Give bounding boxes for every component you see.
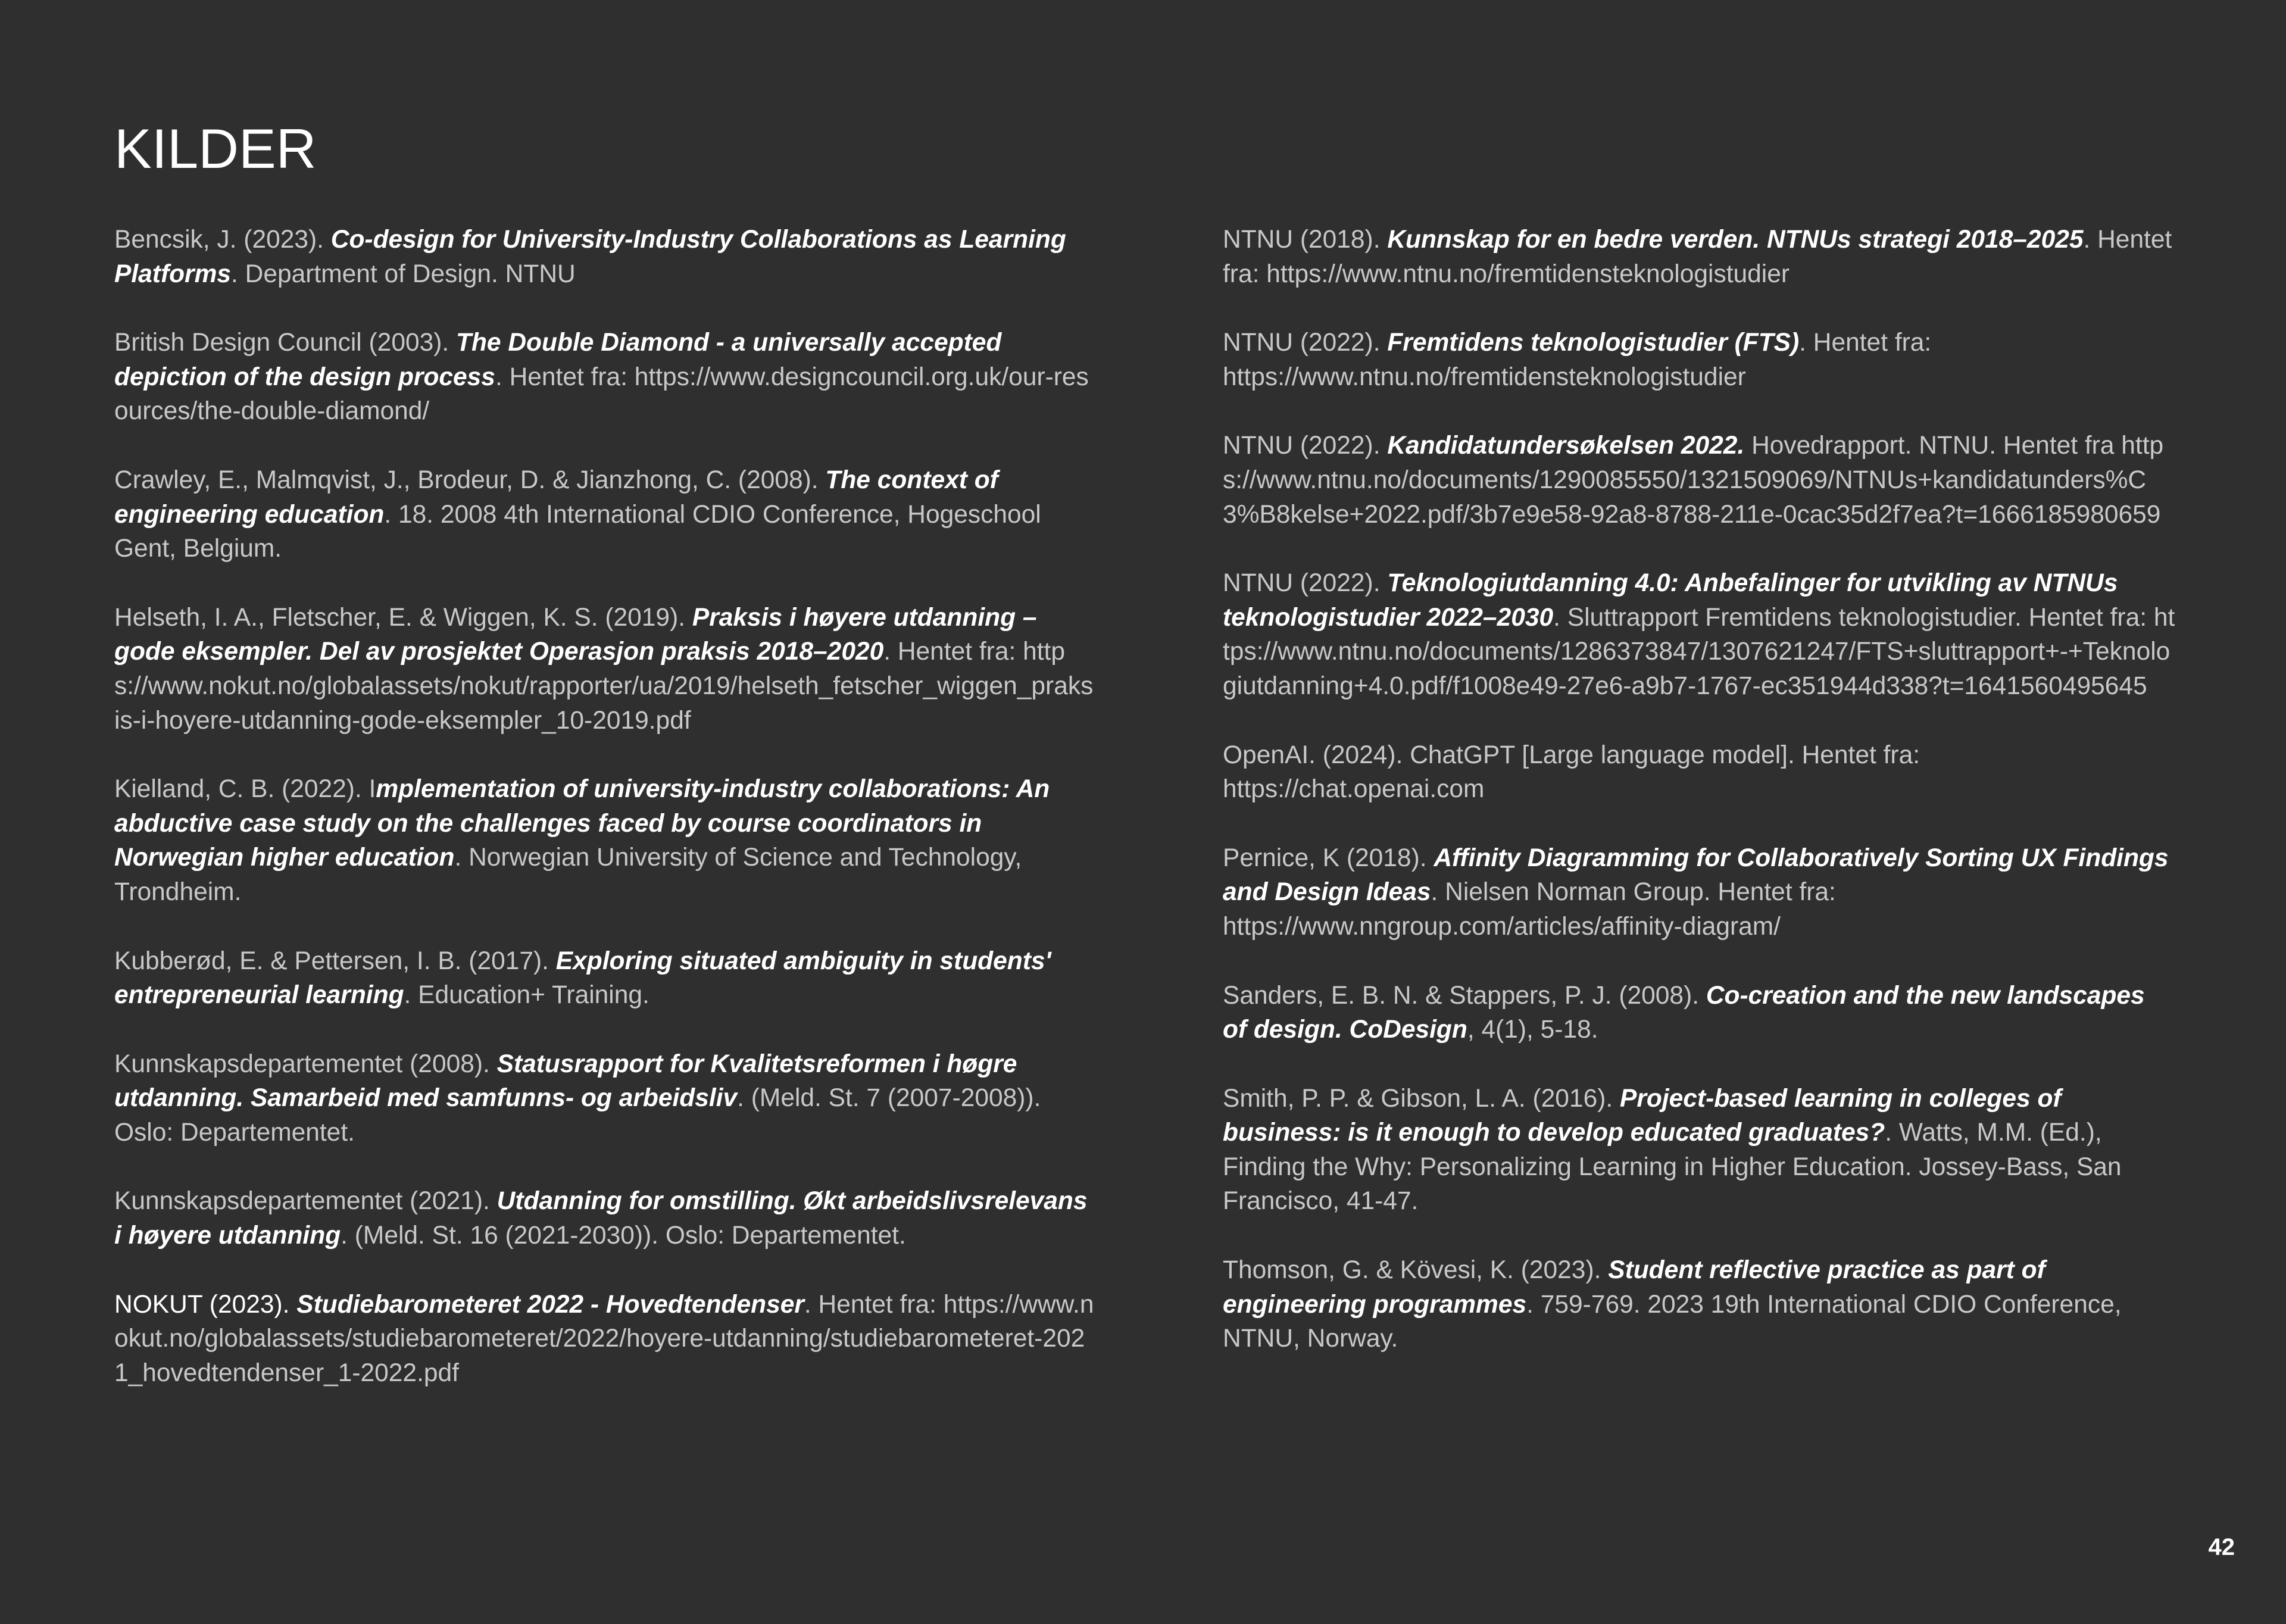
reference-item: British Design Council (2003). The Double Diamond - a universally accepted depiction of the design process. Hentet fra: https://www.designcouncil.org.uk/our-resources/the-double-diamond/: [114, 329, 1089, 426]
reference-item: OpenAI. (2024). ChatGPT [Large language model]. Hentet fra: https://chat.openai.com: [1223, 741, 1920, 804]
reference-item: Kubberød, E. & Pettersen, I. B. (2017). Exploring situated ambiguity in students' entrepreneurial learning. Education+ Training.: [114, 947, 1051, 1010]
reference-list-left: [114, 223, 1097, 1425]
reference-item: Thomson, G. & Kövesi, K. (2023). Student reflective practice as part of engineering programmes. 759-769. 2023 19th International CDIO Conference, NTNU, Norway.: [1223, 1256, 2122, 1353]
reference-item: NTNU (2018). Kunnskap for en bedre verden. NTNUs strategi 2018–2025. Hentet fra: https://www.ntnu.no/fremtidensteknologistudier: [1223, 226, 2172, 288]
reference-item: Helseth, I. A., Fletscher, E. & Wiggen, K. S. (2019). Praksis i høyere utdanning – gode eksempler. Del av prosjektet Operasjon praksis 2018–2020. Hentet fra: https://www.nokut.no/globalassets/nokut/rapporter/ua/2019/helseth_fetscher_wiggen_praksis-i-hoyere-utdanning-gode-eksempler_10-2019.pdf: [114, 603, 1094, 735]
reference-item: NTNU (2022). Fremtidens teknologistudier (FTS). Hentet fra: https://www.ntnu.no/fremtidensteknologistudier: [1223, 329, 1932, 391]
reference-item: Kielland, C. B. (2022). Implementation of university-industry collaborations: An abductive case study on the challenges faced by course coordinators in Norwegian higher education. Norwegian University of Science and Technology, Trondheim.: [114, 775, 1050, 906]
reference-item: Crawley, E., Malmqvist, J., Brodeur, D. & Jianzhong, C. (2008). The context of engineering education. 18. 2008 4th International CDIO Conference, Hogeschool Gent, Belgium.: [114, 466, 1041, 563]
reference-item: Pernice, K (2018). Affinity Diagramming for Collaboratively Sorting UX Findings and Design Ideas. Nielsen Norman Group. Hentet fra: https://www.nngroup.com/articles/affinity-diagram/: [1223, 844, 2169, 941]
page-title: KILDER: [114, 117, 317, 180]
reference-item: Sanders, E. B. N. & Stappers, P. J. (2008). Co-creation and the new landscapes of design. CoDesign, 4(1), 5-18.: [1223, 981, 2145, 1044]
reference-item: Smith, P. P. & Gibson, L. A. (2016). Project-based learning in colleges of business: is it enough to develop educated graduates?. Watts, M.M. (Ed.), Finding the Why: Personalizing Learning in Higher Education. Jossey-Bass, San Francisco, 41-47.: [1223, 1084, 2122, 1216]
reference-list-right: [1223, 223, 2175, 1391]
reference-item: NOKUT (2023). Studiebarometeret 2022 - Hovedtendenser. Hentet fra: https://www.nokut.no/globalassets/studiebarometeret/2022/hoyere-utdanning/studiebarometeret-2021_hovedtendenser_1-2022.pdf: [114, 1290, 1094, 1387]
reference-item: Bencsik, J. (2023). Co-design for University-Industry Collaborations as Learning Platforms. Department of Design. NTNU: [114, 226, 1066, 288]
reference-item: NTNU (2022). Teknologiutdanning 4.0: Anbefalinger for utvikling av NTNUs teknologistudier 2022–2030. Sluttrapport Fremtidens teknologistudier. Hentet fra: https://www.ntnu.no/documents/1286373847/1307621247/FTS+sluttrapport+-+Teknologiutdanning+4.0.pdf/f1008e49-27e6-a9b7-1767-ec351944d338?t=1641560495645: [1223, 569, 2175, 700]
page-number: 42: [2208, 1534, 2235, 1560]
reference-item: Kunnskapsdepartementet (2021). Utdanning for omstilling. Økt arbeidslivsrelevans i høyere utdanning. (Meld. St. 16 (2021-2030)). Oslo: Departementet.: [114, 1187, 1088, 1250]
reference-item: Kunnskapsdepartementet (2008). Statusrapport for Kvalitetsreformen i høgre utdanning. Samarbeid med samfunns- og arbeidsliv. (Meld. St. 7 (2007-2008)). Oslo: Departementet.: [114, 1050, 1041, 1147]
reference-item: NTNU (2022). Kandidatundersøkelsen 2022. Hovedrapport. NTNU. Hentet fra https://www.ntnu.no/documents/1290085550/1321509069/NTNUs+kandidatunders%C3%B8kelse+2022.pdf/3b7e9e58-92a8-8788-211e-0cac35d2f7ea?t=1666185980659: [1223, 432, 2164, 529]
